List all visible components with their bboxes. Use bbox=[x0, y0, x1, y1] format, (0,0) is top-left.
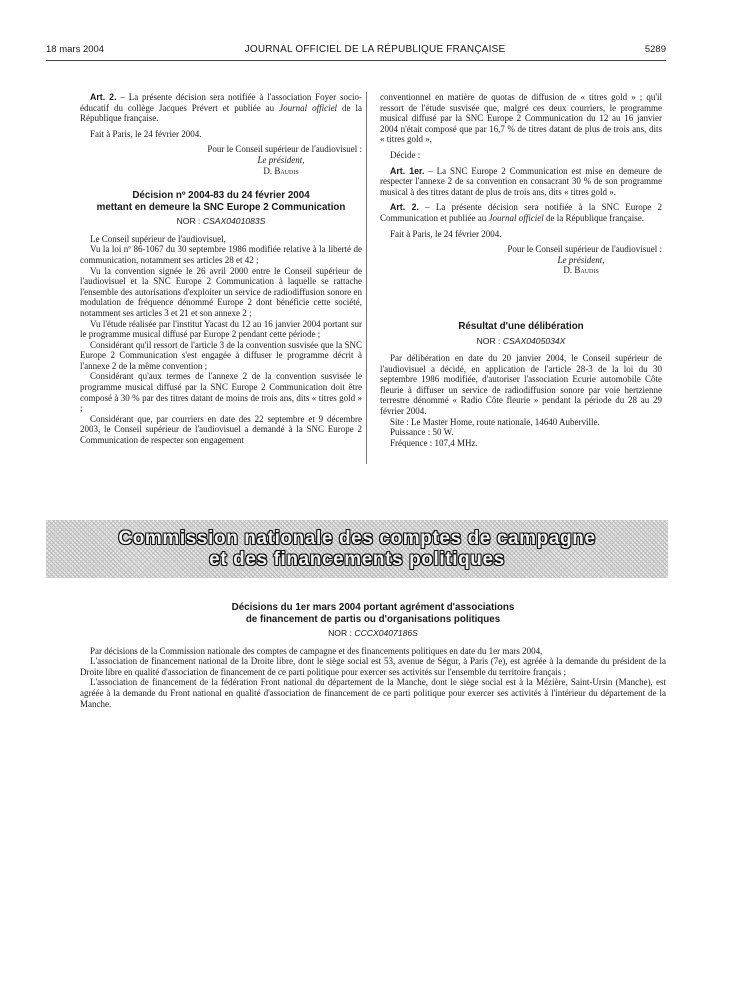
left-column bbox=[80, 92, 362, 446]
header-page-number: 5289 bbox=[644, 44, 666, 55]
result-site: Site : Le Master Home, route nationale, 14640 Auberville. bbox=[390, 416, 600, 427]
result-title: Résultat d'une délibération bbox=[458, 320, 584, 332]
right-fait: Fait à Paris, le 24 février 2004. bbox=[390, 228, 502, 239]
left-paragraph: Considérant que, par courriers en date des 22 septembre et 9 décembre 2003, le Conseil supérieur de l'audiovisuel a demandé à la SNC Europe 2 Communication de respecter son engagement bbox=[80, 413, 362, 446]
left-paragraph: Considérant qu'il ressort de l'article 3 de la convention susvisée que la SNC Europe 2 Communication s'est engagée à diffuser le programme décrit à l'annexe 2 de la même convention ; bbox=[80, 339, 362, 371]
right-signature-for: Pour le Conseil supérieur de l'audiovisuel : bbox=[507, 244, 662, 255]
article-label: Art. 2. bbox=[390, 202, 419, 213]
banner-line-2: et des financements politiques bbox=[209, 549, 505, 570]
journal-name: Journal officiel bbox=[488, 212, 544, 223]
right-article-2 bbox=[380, 202, 662, 223]
left-signature-for: Pour le Conseil supérieur de l'audiovisuel : bbox=[207, 144, 362, 155]
bottom-paragraph: L'association de financement national de la Droite libre, dont le siège social est 53, avenue de Ségur, à Paris (7e), est agréée à la demande du président de la Droite libre en qualité d'association de financement de ce parti politique pour exercer ses activités sur l'ensemble du territoire français ; bbox=[80, 656, 666, 677]
article-text: – La présente décision sera notifiée à l'association Foyer socio-éducatif du collège Jacques Prévert et publiée au bbox=[80, 92, 362, 113]
right-article-1 bbox=[380, 166, 662, 198]
result-nor bbox=[380, 336, 662, 347]
left-paragraph: Vu la loi nº 86-1067 du 30 septembre 1986 modifiée relative à la liberté de communication, notamment ses articles 28 et 42 ; bbox=[80, 244, 362, 265]
right-signature-role: Le président, bbox=[557, 254, 605, 265]
article-text: – La SNC Europe 2 Communication est mise en demeure de respecter l'annexe 2 de sa convention en consacrant 30 % de son programme musical à des titres datant de plus de trois ans, dits « titres gold ». bbox=[380, 165, 662, 197]
left-paragraph: Vu la convention signée le 26 avril 2000 entre le Conseil supérieur de l'audiovisuel et la SNC Europe 2 Communication à laquelle se rattache l'ensemble des autorisations d'exploiter un service de radiodiffusion sonore en modulation de fréquence dénommé Europe 2 dont bénéficie cette société, notamment ses articles 3 et 21 et son annexe 2 ; bbox=[80, 265, 362, 318]
column-divider bbox=[366, 92, 367, 464]
nor-label: NOR : bbox=[476, 335, 503, 346]
bottom-section bbox=[80, 602, 666, 709]
right-continuation: conventionnel en matière de quotas de diffusion de « titres gold » ; qu'il ressort de l'étude susvisée que, malgré ces deux courriers, le programme musical diffusé par la SNC Europe 2 Communication du 12 au 16 janvier 2004 n'était composé que par 16,7 % de titres datant de plus de trois ans, dits « titres gold », bbox=[380, 92, 662, 145]
header-rule bbox=[46, 60, 666, 61]
bottom-nor bbox=[80, 628, 666, 639]
result-puissance: Puissance : 50 W. bbox=[390, 427, 454, 438]
decision-title-line-1: Décision nº 2004-83 du 24 février 2004 bbox=[132, 190, 310, 202]
bottom-paragraph: Par décisions de la Commission nationale des comptes de campagne et des financements politiques en date du 1er mars 2004, bbox=[90, 645, 543, 656]
nor-code: CCCX0407186S bbox=[354, 628, 418, 638]
nor-label: NOR : bbox=[176, 216, 203, 227]
article-label: Art. 2. bbox=[90, 92, 117, 102]
nor-code: CSAX0405034X bbox=[502, 335, 566, 346]
banner-line-1: Commission nationale des comptes de campagne bbox=[118, 528, 596, 549]
left-article-2 bbox=[80, 92, 362, 124]
right-decide: Décide : bbox=[390, 149, 421, 160]
bottom-title-line-1: Décisions du 1er mars 2004 portant agrément d'associations bbox=[231, 602, 515, 613]
left-fait: Fait à Paris, le 24 février 2004. bbox=[90, 128, 202, 139]
decision-title-line-2: mettant en demeure la SNC Europe 2 Communication bbox=[96, 201, 346, 213]
nor-label: NOR : bbox=[328, 628, 355, 638]
right-signature-name: D. Baudis bbox=[563, 265, 599, 276]
bottom-paragraph: L'association de financement de la fédération Front national du département de la Manche, dont le siège social est à la Mézière, Saint-Ursin (Manche), est agréée à la demande du Front national en qualité d'association de financement de ce parti politique pour exercer ses activités à l'intérieur du département de la Manche. bbox=[80, 677, 666, 709]
result-text: Par délibération en date du 20 janvier 2004, le Conseil supérieur de l'audiovisuel a décidé, en application de l'article 28-3 de la loi du 30 septembre 1986 modifiée, d'autoriser l'association Ecurie automobile Côte fleurie à diffuser un service de radiodiffusion sonore par voie hertzienne terrestre dénommé « Radio Côte fleurie » pendant la période du 28 au 29 février 2004. bbox=[380, 353, 662, 417]
article-tail: de la République française. bbox=[543, 212, 644, 223]
left-paragraph: Le Conseil supérieur de l'audiovisuel, bbox=[90, 233, 226, 244]
left-paragraph: Considérant qu'aux termes de l'annexe 2 de la convention susvisée le programme musical diffusé par la SNC Europe 2 Communication doit être composé à 30 % par des titres datant de moins de trois ans, dits « titres gold » ; bbox=[80, 371, 362, 414]
decision-nor bbox=[80, 216, 362, 227]
left-signature-role: Le président, bbox=[257, 154, 305, 165]
journal-name: Journal officiel bbox=[279, 102, 338, 113]
left-paragraph: Vu l'étude réalisée par l'institut Yacast du 12 au 16 janvier 2004 portant sur le programme musical diffusé par Europe 2 pendant cette période ; bbox=[80, 318, 362, 340]
article-text: – La présente décision sera notifiée à la SNC Europe 2 Communication et publiée au bbox=[380, 202, 662, 223]
article-label: Art. 1er. bbox=[390, 165, 425, 176]
header-journal-title: JOURNAL OFFICIEL DE LA RÉPUBLIQUE FRANÇAISE bbox=[244, 44, 506, 55]
nor-code: CSAX0401083S bbox=[202, 216, 266, 227]
result-frequence: Fréquence : 107,4 MHz. bbox=[390, 437, 478, 448]
right-column bbox=[380, 92, 662, 448]
article-tail: de la République française. bbox=[80, 102, 362, 124]
left-signature-name: D. Baudis bbox=[263, 165, 299, 176]
bottom-title-line-2: de financement de partis ou d'organisations politiques bbox=[245, 613, 501, 625]
bottom-title bbox=[80, 602, 666, 625]
commission-banner bbox=[46, 520, 668, 578]
decision-title bbox=[80, 190, 362, 213]
header-date: 18 mars 2004 bbox=[46, 44, 105, 55]
